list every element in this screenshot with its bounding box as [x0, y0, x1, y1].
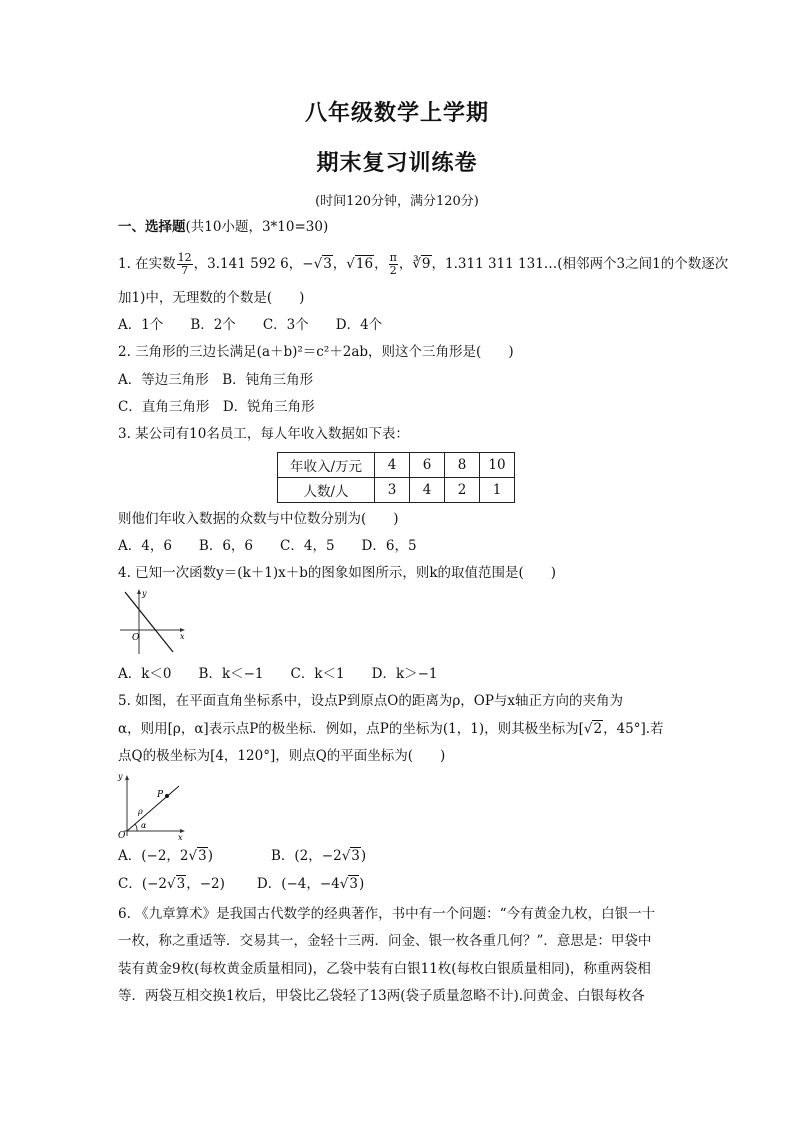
q5-option-a-rad: 3 [198, 848, 207, 864]
exam-title-review: 期末复习训练卷 [316, 150, 478, 176]
section-title: 一、选择题 [118, 219, 186, 235]
q1-sep2: ， [374, 256, 388, 272]
q1-pi-num: π [389, 251, 397, 264]
q5-x-label: x [178, 833, 183, 840]
q5-polar-graph [116, 770, 190, 840]
q4-x-label: x [180, 632, 185, 641]
q3-question: 则他们年收入数据的众数与中位数分别为( ) [118, 511, 399, 527]
table-cell: 8 [445, 453, 480, 478]
q5-option-a-sqrt: √3 [188, 848, 207, 864]
q5-option-c: C．(−2 [118, 876, 167, 892]
q5-line1: 5. 如图，在平面直角坐标系中，设点P到原点O的距离为ρ，OP与x轴正方向的夹角为 [118, 693, 624, 709]
table-cell: 6 [410, 453, 445, 478]
table-cell: 1 [480, 478, 515, 503]
q5-option-d-rad: 3 [349, 876, 358, 892]
q4-y-label: y [142, 589, 147, 598]
table-row-label: 年收入/万元 [278, 453, 375, 478]
exam-title-grade: 八年级数学上学期 [304, 100, 489, 126]
section-heading [118, 218, 328, 236]
q5-option-b-rad: 3 [351, 848, 360, 864]
section-note: (共10小题，3*10=30) [185, 219, 329, 235]
q4-line-graph [118, 586, 190, 656]
q5-option-d: D．(−4，−4 [256, 876, 340, 892]
q5-option-c-rad: 3 [176, 876, 186, 892]
q5-line2 [118, 720, 664, 738]
q1-line2: 加1)中，无理数的个数是( ) [118, 290, 305, 306]
q2-options-1: A．等边三角形 B．钝角三角形 [118, 372, 314, 388]
table-cell: 2 [445, 478, 480, 503]
q5-options-ab [118, 847, 366, 865]
q5-origin-label: O [118, 831, 126, 840]
q5-point-p [165, 794, 169, 798]
q5-sqrt2-rad: 2 [593, 721, 603, 737]
q1-options: A．1个 B．2个 C．3个 D．4个 [118, 317, 383, 333]
q3-stem: 3. 某公司有10名员工，每人年收入数据如下表： [118, 426, 409, 442]
q4-options: A．k＜0 B．k＜−1 C．k＜1 D．k＞−1 [118, 666, 438, 682]
q1-sqrt16-rad: 16 [355, 256, 374, 272]
q1-cbrt9-rad: 9 [421, 256, 431, 272]
q5-line3: 点Q的极坐标为[4，120°]，则点Q的平面坐标为( ) [118, 748, 446, 764]
q3-income-table [277, 452, 515, 503]
q1-sqrt3: √3 [313, 256, 332, 272]
exam-time-score: (时间120分钟，满分120分) [315, 194, 479, 209]
q1-frac-num: 12 [177, 251, 192, 264]
q2-stem: 2. 三角形的三边长满足(a＋b)²＝c²＋2ab，则这个三角形是( ) [118, 344, 514, 360]
table-row-label: 人数/人 [278, 478, 375, 503]
table-cell: 3 [375, 478, 410, 503]
table-cell: 4 [375, 453, 410, 478]
q5-rho-label: ρ [138, 807, 143, 816]
q5-p-label: P [157, 790, 164, 800]
q5-alpha-label: α [141, 821, 147, 830]
q2-options-2: C．直角三角形 D．锐角三角形 [118, 399, 315, 415]
q5-option-d-sqrt: √3 [339, 876, 358, 892]
q5-line2-a: α，则用[ρ，α]表示点P的极坐标．例如，点P的坐标为(1，1)，则其极坐标为[ [118, 721, 584, 737]
q1-sep3: ，∛ [398, 256, 421, 272]
table-cell: 10 [480, 453, 515, 478]
q6-line2: 一枚，称之重适等．交易其一，金轻十三两．问金、银一枚各重几何？”．意思是：甲袋中 [118, 933, 652, 949]
q6-line1: 6. 《九章算术》是我国古代数学的经典著作，书中有一个问题：“今有黄金九枚，白银一十 [118, 906, 656, 922]
table-row [278, 453, 515, 478]
q5-option-c-end: ，−2) [186, 876, 225, 892]
q1-mid1: ，3.141 592 6，− [193, 256, 314, 272]
q1-fraction-12-7 [177, 252, 193, 277]
q5-option-c-sqrt: √3 [167, 876, 186, 892]
q1-sep1: ， [332, 256, 347, 272]
table-cell: 4 [410, 478, 445, 503]
q3-options: A．4，6 B．6，6 C．4，5 D．6，5 [118, 538, 417, 554]
q4-stem: 4. 已知一次函数y＝(k＋1)x＋b的图象如图所示，则k的取值范围是( ) [118, 565, 557, 581]
q5-option-b-end: ) [360, 848, 367, 864]
q1-pi-den: 2 [389, 264, 397, 277]
q1-fraction-pi-2 [389, 252, 398, 277]
q1-sqrt3-rad: 3 [323, 256, 332, 272]
q4-y-arrow [137, 589, 141, 594]
q5-options-cd [118, 875, 364, 893]
q6-line4: 等．两袋互相交换1枚后，甲袋比乙袋轻了13两(袋子质量忽略不计).问黄金、白银每枚各 [118, 988, 645, 1004]
q4-origin-label: O [132, 633, 140, 643]
q5-option-b: B．(2，−2 [271, 848, 342, 864]
q5-option-b-sqrt: √3 [341, 848, 360, 864]
q1-prefix: 1. 在实数 [118, 256, 176, 272]
q5-angle-arc [135, 824, 137, 831]
q6-line3: 装有黄金9枚(每枚黄金质量相同)，乙袋中装有白银11枚(每枚白银质量相同)，称重两袋相 [118, 961, 651, 977]
q5-sqrt2: √2 [583, 721, 603, 737]
q1-sqrt16: √16 [346, 256, 374, 272]
q5-y-label: y [118, 772, 123, 781]
q5-y-arrow [125, 775, 129, 780]
q1-tail: ，1.311 311 131…(相邻两个3之间1的个数逐次 [431, 256, 729, 272]
q5-option-a: A．(−2，2 [118, 848, 189, 864]
q5-option-a-end: ) [207, 848, 213, 864]
q1-cbrt9 [421, 255, 432, 273]
q5-line2-b: ，45°].若 [603, 721, 664, 737]
q1-frac-den: 7 [181, 264, 189, 277]
table-row [278, 478, 515, 503]
q4-function-line [125, 592, 173, 652]
q1-line1 [118, 252, 728, 277]
q5-option-d-end: ) [358, 876, 365, 892]
